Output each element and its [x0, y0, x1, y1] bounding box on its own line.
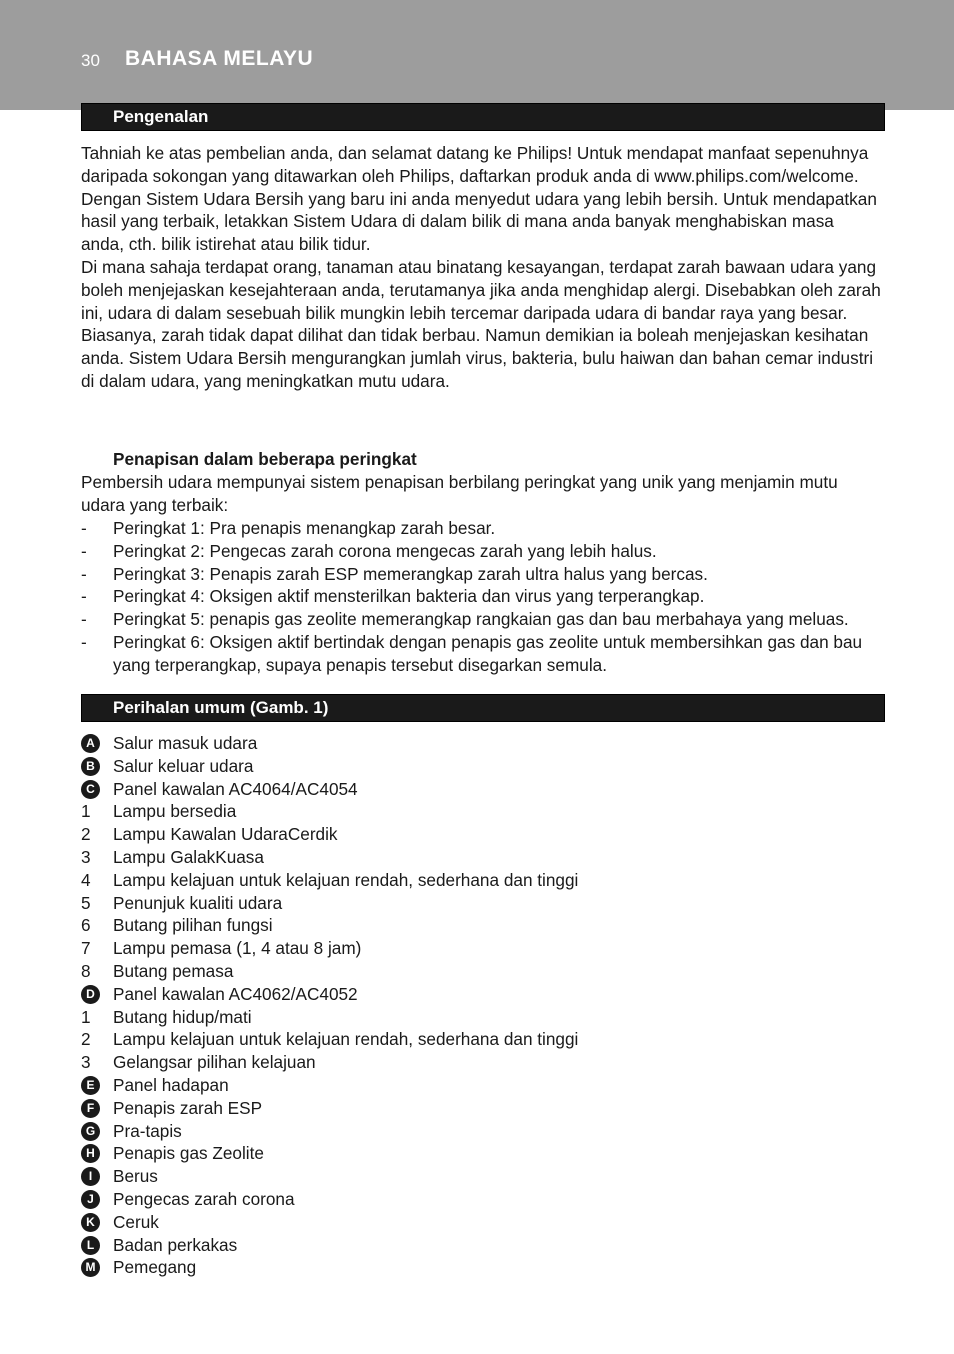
dash-marker: -	[81, 609, 87, 630]
letter-badge: J	[81, 1190, 100, 1209]
paragraph: Biasanya, zarah tidak dapat dilihat dan tidak berbau. Namun demikian ia boleah menjejaskan kesihatan anda. Sistem Udara Bersih mengurangkan jumlah virus, bakteria, bulu haiwan dan bahan cemar industri di dalam udara, yang meningkatkan mutu udara.	[81, 325, 874, 391]
filtration-stage-list	[81, 517, 881, 677]
paragraph: Pembersih udara mempunyai sistem penapisan berbilang peringkat yang unik yang menjamin mutu udara yang terbaik:	[81, 472, 838, 515]
letter-badge: I	[81, 1167, 100, 1186]
item-text: Badan perkakas	[113, 1234, 238, 1255]
list-item	[81, 937, 881, 960]
letter-badge: B	[81, 757, 100, 776]
item-number: 8	[81, 960, 91, 981]
list-item	[81, 1142, 881, 1165]
item-number: 5	[81, 892, 91, 913]
stage-text: Peringkat 4: Oksigen aktif mensterilkan bakteria dan virus yang terperangkap.	[113, 586, 705, 607]
stage-text: Peringkat 2: Pengecas zarah corona mengecas zarah yang lebih halus.	[113, 540, 657, 561]
item-text: Lampu GalakKuasa	[113, 846, 264, 867]
letter-badge: H	[81, 1144, 100, 1163]
dash-marker: -	[81, 540, 87, 561]
list-item	[81, 1006, 881, 1029]
item-text: Penapis gas Zeolite	[113, 1143, 264, 1164]
list-item	[81, 1028, 881, 1051]
letter-badge: C	[81, 780, 100, 799]
list-item	[81, 983, 881, 1006]
letter-badge: G	[81, 1122, 100, 1141]
item-number: 2	[81, 1029, 91, 1050]
list-item	[81, 1256, 881, 1279]
letter-badge: K	[81, 1213, 100, 1232]
dash-marker: -	[81, 586, 87, 607]
item-text: Salur keluar udara	[113, 755, 254, 776]
list-item	[81, 1165, 881, 1188]
paragraph: Tahniah ke atas pembelian anda, dan selamat datang ke Philips! Untuk mendapat manfaat sepenuhnya daripada sokongan yang ditawarkan oleh Philips, daftarkan produk anda di www.philips.com/welcome.	[81, 143, 869, 186]
stage-text: Peringkat 3: Penapis zarah ESP memerangkap zarah ultra halus yang bercas.	[113, 563, 708, 584]
list-item	[81, 869, 881, 892]
list-item	[81, 1097, 881, 1120]
item-text: Lampu Kawalan UdaraCerdik	[113, 824, 338, 845]
letter-badge: M	[81, 1258, 100, 1277]
letter-badge: D	[81, 985, 100, 1004]
item-text: Salur masuk udara	[113, 733, 258, 753]
parts-list	[81, 732, 881, 1279]
item-text: Berus	[113, 1166, 158, 1187]
section-heading-label: Perihalan umum (Gamb. 1)	[113, 698, 329, 717]
item-text: Lampu pemasa (1, 4 atau 8 jam)	[113, 938, 362, 959]
page-number: 30	[81, 51, 100, 70]
item-text: Penunjuk kualiti udara	[113, 892, 283, 913]
item-text: Panel kawalan AC4062/AC4052	[113, 983, 358, 1004]
item-number: 6	[81, 915, 91, 936]
list-item	[81, 1188, 881, 1211]
item-text: Ceruk	[113, 1211, 159, 1232]
item-text: Lampu kelajuan untuk kelajuan rendah, sederhana dan tinggi	[113, 1029, 579, 1050]
item-number: 1	[81, 1006, 91, 1027]
section-heading-intro	[81, 103, 885, 131]
list-item	[81, 960, 881, 983]
item-number: 3	[81, 846, 91, 867]
list-item	[81, 1234, 881, 1257]
item-text: Gelangsar pilihan kelajuan	[113, 1052, 316, 1073]
list-item	[81, 732, 881, 755]
item-text: Pra-tapis	[113, 1120, 182, 1141]
item-text: Butang hidup/mati	[113, 1006, 252, 1027]
item-text: Pengecas zarah corona	[113, 1188, 295, 1209]
item-number: 4	[81, 869, 91, 890]
list-item	[81, 778, 881, 801]
list-item	[81, 846, 881, 869]
item-text: Panel kawalan AC4064/AC4054	[113, 778, 358, 799]
page-header	[0, 0, 954, 110]
list-item	[81, 608, 881, 631]
list-item	[81, 1051, 881, 1074]
list-item	[81, 540, 881, 563]
dash-marker: -	[81, 518, 87, 538]
item-text: Pemegang	[113, 1257, 197, 1278]
item-text: Butang pemasa	[113, 960, 234, 981]
section-heading-label: Pengenalan	[113, 107, 209, 126]
item-number: 1	[81, 801, 91, 822]
list-item	[81, 631, 881, 677]
list-item	[81, 585, 881, 608]
item-text: Lampu kelajuan untuk kelajuan rendah, sederhana dan tinggi	[113, 869, 579, 890]
item-number: 2	[81, 824, 91, 845]
list-item	[81, 800, 881, 823]
list-item	[81, 892, 881, 915]
list-item	[81, 755, 881, 778]
item-number: 7	[81, 938, 91, 959]
list-item	[81, 914, 881, 937]
stage-text: Peringkat 1: Pra penapis menangkap zarah besar.	[113, 518, 496, 538]
list-item	[81, 823, 881, 846]
stage-text: Peringkat 5: penapis gas zeolite memerangkap rangkaian gas dan bau merbahaya yang meluas.	[113, 609, 849, 630]
item-text: Butang pilihan fungsi	[113, 915, 273, 936]
item-text: Lampu bersedia	[113, 801, 237, 822]
filtration-subheading: Penapisan dalam beberapa peringkat	[113, 449, 417, 469]
list-item	[81, 1120, 881, 1143]
letter-badge: F	[81, 1099, 100, 1118]
letter-badge: A	[81, 734, 100, 753]
list-item	[81, 1074, 881, 1097]
paragraph: Dengan Sistem Udara Bersih yang baru ini anda menyedut udara yang lebih bersih. Untuk mendapatkan hasil yang terbaik, letakkan Sistem Udara di dalam bilik di mana anda banyak menghabiskan masa anda, cth. bilik istirehat atau bilik tidur.	[81, 188, 877, 255]
list-item	[81, 1211, 881, 1234]
stage-text: Peringkat 6: Oksigen aktif bertindak dengan penapis gas zeolite untuk membersihkan gas dan bau yang terperangkap, supaya penapis tersebut disegarkan semula.	[113, 631, 863, 675]
filtration-lead	[81, 471, 881, 517]
item-text: Penapis zarah ESP	[113, 1097, 263, 1118]
paragraph: Di mana sahaja terdapat orang, tanaman atau binatang kesayangan, terdapat zarah bawaan udara yang boleh menjejaskan kesejahteraan anda, terutamanya jika anda menghidap alergi. Disebabkan oleh zarah ini, udara di dalam sesebuah bilik mungkin lebih tercemar daripada udara di bandar raya yang besar.	[81, 256, 881, 323]
section-heading-overview	[81, 694, 885, 722]
dash-marker: -	[81, 563, 87, 584]
intro-text	[81, 142, 881, 393]
item-number: 3	[81, 1052, 91, 1073]
item-text: Panel hadapan	[113, 1074, 229, 1095]
list-item	[81, 563, 881, 586]
dash-marker: -	[81, 631, 87, 652]
list-item	[81, 517, 881, 540]
letter-badge: L	[81, 1236, 100, 1255]
language-title: BAHASA MELAYU	[125, 47, 314, 70]
letter-badge: E	[81, 1076, 100, 1095]
